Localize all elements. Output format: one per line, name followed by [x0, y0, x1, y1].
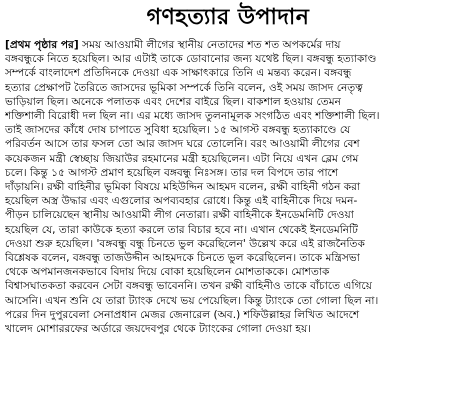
article-body [5, 38, 451, 336]
article-line: পরের দিন দুপুরবেলা সেনাপ্রধান মেজর জেনারেল (অব.) শফিউল্লাহর লিখিত আদেশে [5, 308, 360, 321]
article-line: হয়েছিল যে, তারা কাউকে হত্যা করলে তার বিচার হবে না। এখান থেকেই ইনডেমনিটি [5, 223, 358, 236]
newspaper-clipping [0, 4, 456, 418]
article-line: থেকে অপমানজনকভাবে বিদায় দিয়ে বোকা হয়েছিলেন মোশতাককে। মোশতাক [5, 266, 330, 279]
article-line: দাঁড়ায়নি। রক্ষী বাহিনীর ভূমিকা বিষয়ে মহিউদ্দিন আহমদ বলেন, রক্ষী বাহিনী গঠন করা [5, 181, 361, 194]
article-line-text: সময় আওয়ামী লীগের স্থানীয় নেতাদের শত শত অপকর্মের দায় [78, 39, 341, 51]
article-line: খালেদ মোশাররফের অর্ডারে জয়দেবপুর থেকে ট্যাংকের গোলা দেওয়া হয়। [5, 323, 311, 336]
article-line: চলে। কিন্তু ১৫ আগস্ট প্রমাণ হয়েছিল বঙ্গবন্ধু নিঃসঙ্গ। তার দল বিপদে তার পাশে [5, 166, 339, 179]
article-line: পরিবর্তন আসে তার ফসল তো আর জাসদ ঘরে তোলেনি। বরং আওয়ামী লীগের বেশ [5, 138, 360, 151]
article-line: শক্তিশালী বিরোধী দল ছিল না। এর মধ্যে জাসদ তুলনামূলক সংগঠিত এবং শক্তিশালী ছিল। [5, 110, 380, 123]
article-line: সম্পর্কে বাংলাদেশ প্রতিদিনকে দেওয়া এক সাক্ষাৎকারে তিনি এ মন্তব্য করেন। বঙ্গবন্ধু [5, 67, 352, 80]
article-line: কয়েকজন মন্ত্রী স্বেচ্ছায় জিয়াউর রহমানের মন্ত্রী হয়েছিলেন। এটা নিয়ে এখন ব্লেম গেম [5, 152, 359, 165]
article-line: বঙ্গবন্ধুকে নিতে হয়েছিল। আর এটাই তাকে ডোবানোর জন্য যথেষ্ট ছিল। বঙ্গবন্ধু হত্যাকাণ্ড [5, 53, 377, 66]
article-line: ভাড়িয়াল ছিল। অনেকে পলাতক এবং দেশের বাইরে ছিল। বাকশাল হওয়ায় তেমন [5, 95, 341, 108]
article-line: তাই জাসদের কাঁধে দোষ চাপাতে সুবিধা হয়েছিল। ১৫ আগস্ট বঙ্গবন্ধু হত্যাকাণ্ডে যে [5, 124, 351, 137]
article-line: হয়েছিল অস্ত্র উদ্ধার এবং এগুলোর অপব্যবহার রোধে। কিন্তু এই বাহিনীকে দিয়ে দমন- [5, 195, 358, 208]
article-line: দেওয়া শুরু হয়েছিল। 'বঙ্গবন্ধু বন্ধু চিনতে ভুল করেছিলেন' উল্লেখ করে এই রাজনৈতিক [5, 237, 365, 250]
article-headline: গণহত্যার উপাদান [146, 5, 310, 30]
continuation-marker: [প্রথম পৃষ্ঠার পর] [5, 39, 79, 51]
article-line: বিশ্বাসঘাতকতা করবেন সেটা বঙ্গবন্ধু ভাবেননি। তখন রক্ষী বাহিনীও তাকে বাঁচাতে এগিয়ে [5, 280, 372, 293]
article-line: আসেনি। এখন শুনি যে তারা ট্যাংক দেখে ভয় পেয়েছিল। কিন্তু ট্যাংকে তো গোলা ছিল না। [5, 294, 379, 307]
article-line: পীড়ন চালিয়েছেন স্থানীয় আওয়ামী লীগ নেতারা। রক্ষী বাহিনীকে ইনডেমনিটি দেওয়া [5, 209, 354, 222]
article-line: বিশ্লেষক বলেন, বঙ্গবন্ধু তাজউদ্দীন আহমদকে চিনতে ভুল করেছিলেন। তাকে মন্ত্রিসভা [5, 252, 360, 265]
article-line [5, 38, 451, 52]
article-line: হত্যার প্রেক্ষাপট তৈরিতে জাসদের ভূমিকা সম্পর্কে তিনি বলেন, ওই সময় জাসদ নেতৃত্ব [5, 81, 363, 94]
